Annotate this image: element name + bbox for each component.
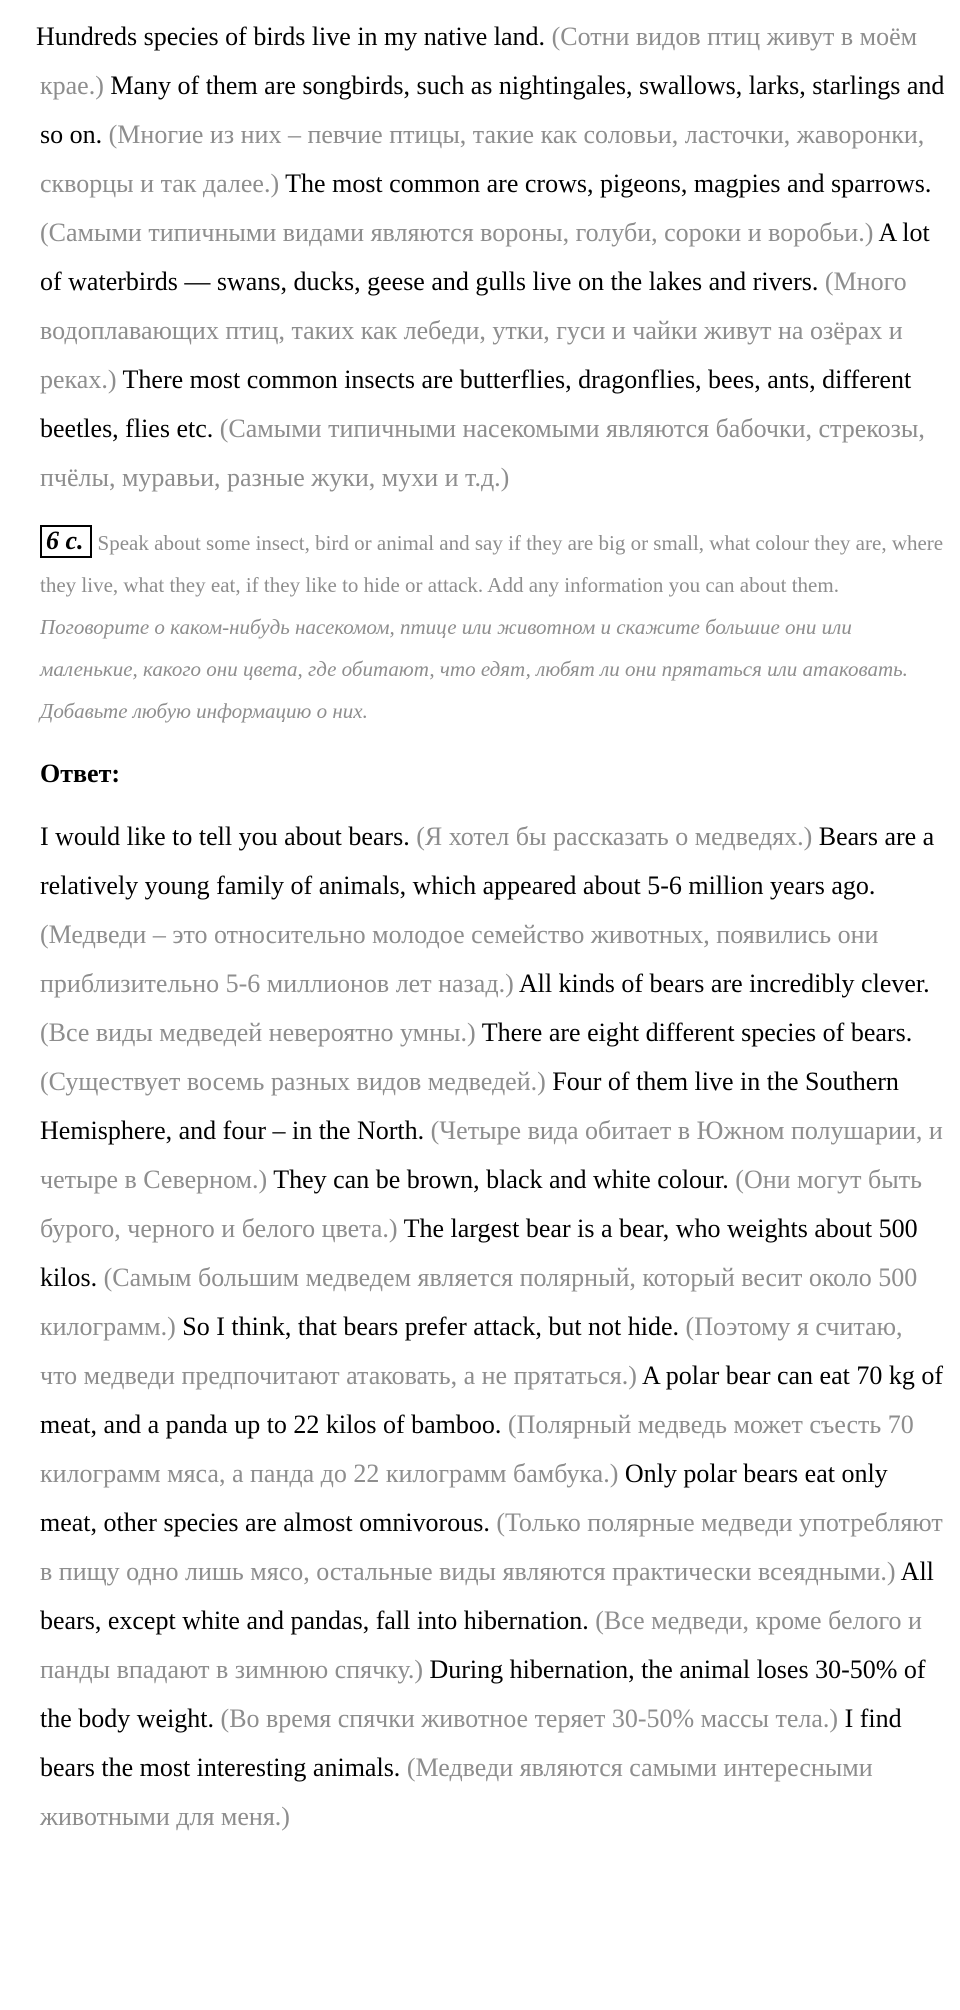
- english-sentence: All kinds of bears are incredibly clever.: [518, 969, 930, 998]
- russian-translation: (Существует восемь разных видов медведей.): [40, 1067, 546, 1096]
- russian-translation: (Полярный медведь может съесть 70 килограмм мяса, а панда до 22 килограмм бамбука.): [40, 1410, 914, 1488]
- answer-title: Ответ:: [40, 759, 121, 788]
- task-block: [40, 522, 946, 606]
- russian-translation: (Медведи – это относительно молодое семейство животных, появились они приблизительно 5-6 миллионов лет назад.): [40, 920, 879, 998]
- english-sentence: Hundreds species of birds live in my native land.: [36, 22, 546, 51]
- russian-translation: (Четыре вида обитает в Южном полушарии, и четыре в Северном.): [40, 1116, 943, 1194]
- english-sentence: During hibernation, the animal loses 30-50% of the body weight.: [40, 1655, 926, 1733]
- english-sentence: So I think, that bears prefer attack, but not hide.: [182, 1312, 680, 1341]
- answer-paragraph: [40, 812, 946, 1841]
- english-sentence: I would like to tell you about bears.: [40, 822, 410, 851]
- russian-translation: (Самыми типичными насекомыми являются бабочки, стрекозы, пчёлы, муравьи, разные жуки, мухи и т.д.): [40, 414, 925, 492]
- english-sentence: They can be brown, black and white colour.: [273, 1165, 729, 1194]
- russian-translation: (Я хотел бы рассказать о медведях.): [416, 822, 813, 851]
- task-instruction-en: Speak about some insect, bird or animal and say if they are big or small, what colour they are, where they live, what they eat, if they like to hide or attack. Add any information you can about them.: [40, 531, 944, 597]
- russian-translation: (Поэтому я считаю, что медведи предпочитают атаковать, а не прятаться.): [40, 1312, 903, 1390]
- russian-translation: (Все виды медведей невероятно умны.): [40, 1018, 476, 1047]
- russian-translation: (Самыми типичными видами являются вороны, голуби, сороки и воробьи.): [40, 218, 874, 247]
- english-sentence: Many of them are songbirds, such as nightingales, swallows, larks, starlings and so on.: [40, 71, 945, 149]
- english-sentence: A lot of waterbirds — swans, ducks, geese and gulls live on the lakes and rivers.: [40, 218, 930, 296]
- english-sentence: I find bears the most interesting animals.: [40, 1704, 902, 1782]
- english-sentence: There are eight different species of bears.: [481, 1018, 913, 1047]
- english-sentence: A polar bear can eat 70 kg of meat, and a panda up to 22 kilos of bamboo.: [40, 1361, 944, 1439]
- task-number: 6 c.: [40, 525, 92, 558]
- russian-translation: (Самым большим медведем является полярный, который весит около 500 килограмм.): [40, 1263, 918, 1341]
- english-sentence: Bears are a relatively young family of animals, which appeared about 5-6 million years ago.: [40, 822, 935, 900]
- english-sentence: All bears, except white and pandas, fall into hibernation.: [40, 1557, 934, 1635]
- russian-translation: (Во время спячки животное теряет 30-50% массы тела.): [220, 1704, 839, 1733]
- english-sentence: The most common are crows, pigeons, magpies and sparrows.: [285, 169, 932, 198]
- english-sentence: Only polar bears eat only meat, other species are almost omnivorous.: [40, 1459, 888, 1537]
- intro-paragraph: [36, 12, 946, 502]
- russian-translation: (Многие из них – певчие птицы, такие как соловьи, ласточки, жаворонки, скворцы и так далее.): [40, 120, 925, 198]
- english-sentence: Four of them live in the Southern Hemisphere, and four – in the North.: [40, 1067, 899, 1145]
- russian-translation: (Много водоплавающих птиц, таких как лебеди, утки, гуси и чайки живут на озёрах и реках.): [40, 267, 907, 394]
- russian-translation: (Они могут быть бурого, черного и белого цвета.): [40, 1165, 922, 1243]
- russian-translation: (Все медведи, кроме белого и панды впадают в зимнюю спячку.): [40, 1606, 922, 1684]
- english-sentence: There most common insects are butterflies, dragonflies, bees, ants, different beetles, flies etc.: [40, 365, 912, 443]
- english-sentence: The largest bear is a bear, who weights about 500 kilos.: [40, 1214, 918, 1292]
- russian-translation: (Только полярные медведи употребляют в пищу одно лишь мясо, остальные виды являются практически всеядными.): [40, 1508, 943, 1586]
- russian-translation: (Медведи являются самыми интересными животными для меня.): [40, 1753, 873, 1831]
- russian-translation: (Сотни видов птиц живут в моём крае.): [40, 22, 918, 100]
- task-instruction-ru: Поговорите о каком-нибудь насекомом, птице или животном и скажите большие они или маленькие, какого они цвета, где обитают, что едят, любят ли они прятаться или атаковать. Добавьте любую информацию о них.: [40, 615, 908, 723]
